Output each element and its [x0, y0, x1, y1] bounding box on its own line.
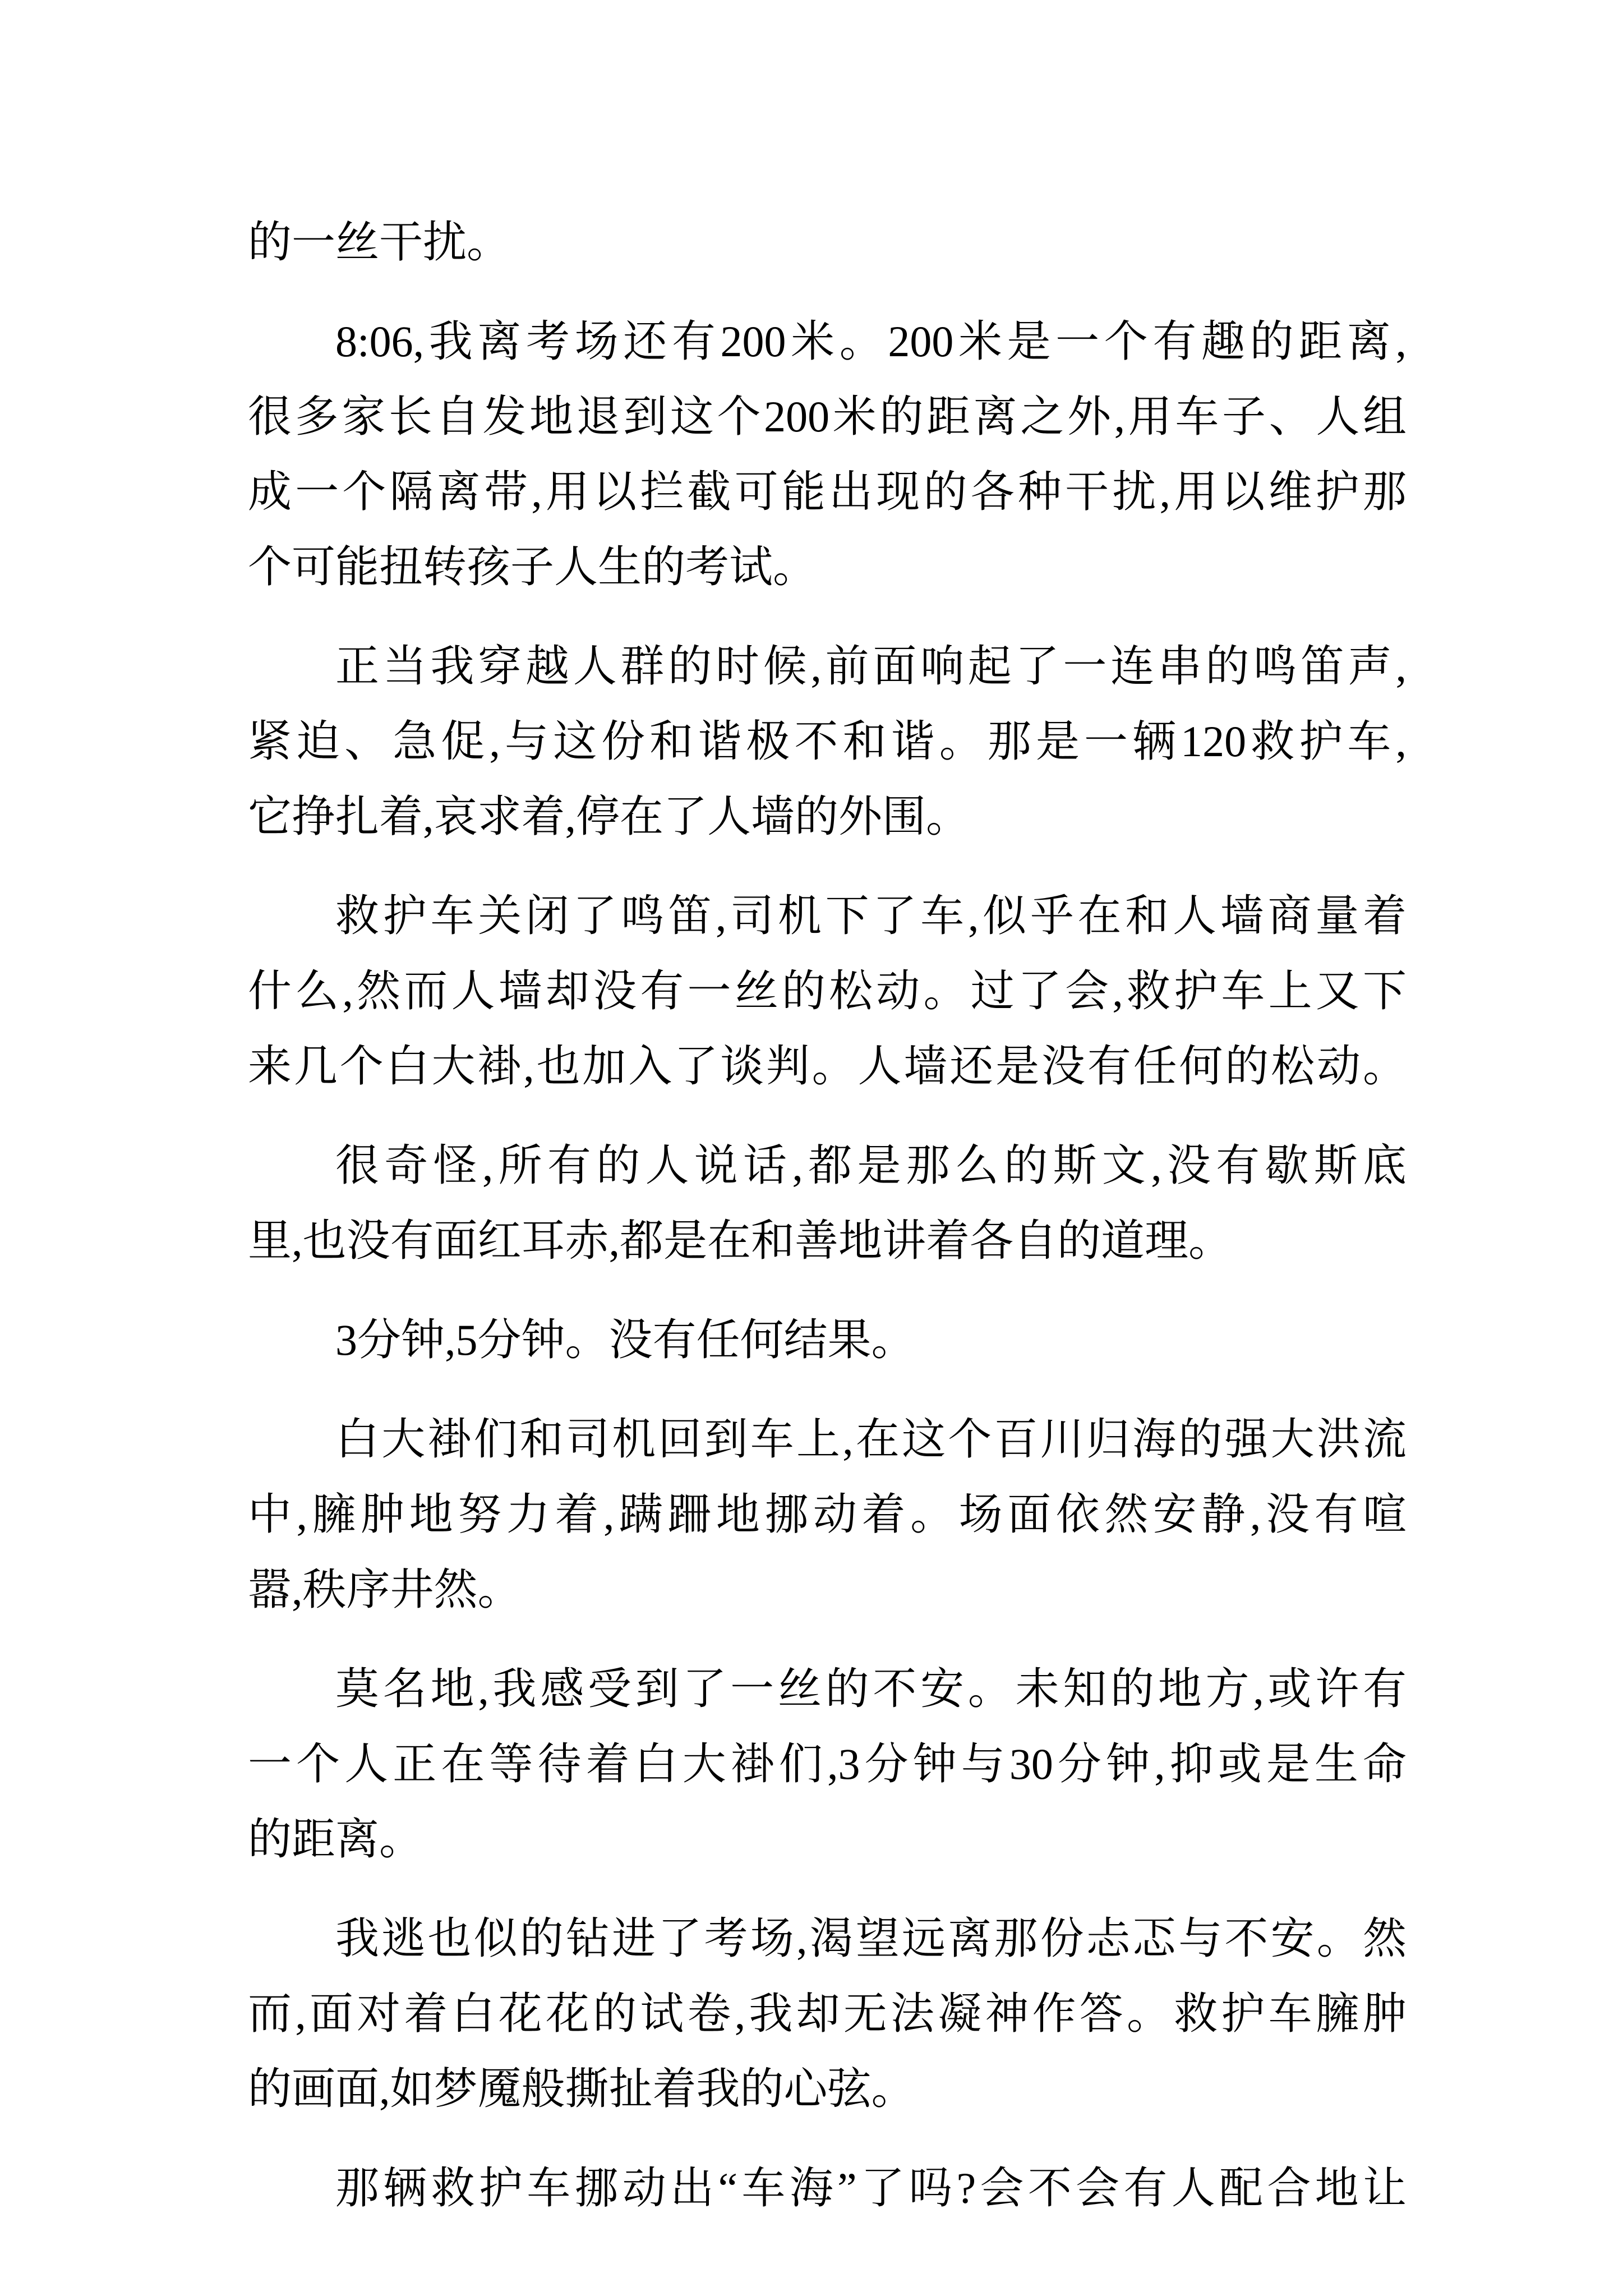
text-line: 来几个白大褂,也加入了谈判。人墙还是没有任何的松动。 [248, 1042, 1407, 1091]
paragraph [248, 1303, 1407, 1378]
paragraph [248, 304, 1407, 605]
text-line: 的距离。 [248, 1815, 423, 1864]
paragraph [248, 629, 1407, 854]
paragraph [248, 2151, 1407, 2226]
text-line: 很多家长自发地退到这个200米的距离之外,用车子、人组 [248, 392, 1407, 441]
text-line: 救护车关闭了鸣笛,司机下了车,似乎在和人墙商量着 [335, 891, 1407, 940]
paragraph [248, 1128, 1407, 1278]
paragraph [248, 205, 1407, 280]
text-line: 那辆救护车挪动出“车海”了吗?会不会有人配合地让 [335, 2164, 1407, 2212]
text-line: 成一个隔离带,用以拦截可能出现的各种干扰,用以维护那 [248, 467, 1407, 516]
text-line: 正当我穿越人群的时候,前面响起了一连串的鸣笛声, [335, 642, 1407, 691]
text-line: 嚣,秩序井然。 [248, 1565, 522, 1614]
text-line: 个可能扭转孩子人生的考试。 [248, 542, 817, 591]
text-line: 而,面对着白花花的试卷,我却无法凝神作答。救护车臃肿 [248, 1989, 1407, 2038]
text-line: 的画面,如梦魇般撕扯着我的心弦。 [248, 2064, 915, 2113]
text-line: 里,也没有面红耳赤,都是在和善地讲着各自的道理。 [248, 1216, 1233, 1265]
text-line: 紧迫、急促,与这份和谐极不和谐。那是一辆120救护车, [248, 717, 1407, 766]
text-line: 中,臃肿地努力着,蹒跚地挪动着。场面依然安静,没有喧 [248, 1490, 1407, 1539]
paragraph [248, 1651, 1407, 1877]
paragraph [248, 878, 1407, 1104]
paragraph [248, 1402, 1407, 1627]
text-line: 莫名地,我感受到了一丝的不安。未知的地方,或许有 [335, 1664, 1407, 1713]
text-line: 它挣扎着,哀求着,停在了人墙的外围。 [248, 792, 970, 841]
text-line: 白大褂们和司机回到车上,在这个百川归海的强大洪流 [335, 1415, 1407, 1464]
document-body [248, 205, 1407, 2226]
paragraph [248, 1901, 1407, 2127]
text-line: 很奇怪,所有的人说话,都是那么的斯文,没有歇斯底 [335, 1141, 1407, 1190]
text-line: 3分钟,5分钟。没有任何结果。 [335, 1315, 915, 1364]
text-line: 的一丝干扰。 [248, 218, 511, 266]
text-line: 什么,然而人墙却没有一丝的松动。过了会,救护车上又下 [248, 967, 1407, 1015]
text-line: 我逃也似的钻进了考场,渴望远离那份忐忑与不安。然 [335, 1914, 1407, 1963]
text-line: 8:06,我离考场还有200米。200米是一个有趣的距离, [335, 317, 1407, 366]
text-line: 一个人正在等待着白大褂们,3分钟与30分钟,抑或是生命 [248, 1740, 1407, 1788]
